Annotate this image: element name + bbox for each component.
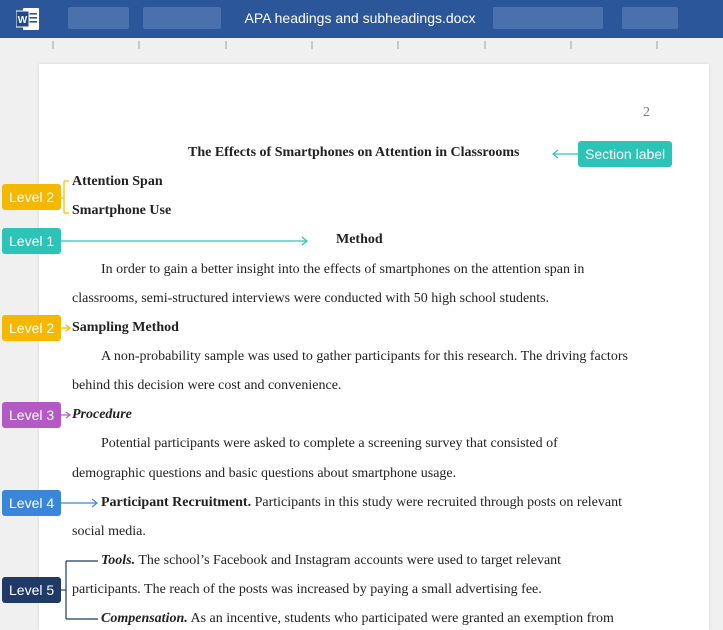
toolbar-placeholder-4[interactable] (622, 7, 678, 29)
ruler-tick (484, 41, 486, 49)
toolbar-placeholder-3[interactable] (493, 7, 603, 29)
ruler[interactable] (0, 38, 723, 52)
paragraph-line: A non-probability sample was used to gather participants for this research. The driving factors (101, 349, 628, 364)
paragraph-line (101, 495, 622, 511)
ruler-tick (138, 41, 140, 49)
level3-label: Level 3 (2, 402, 61, 428)
window-title: APA headings and subheadings.docx (244, 10, 476, 26)
level5-label: Level 5 (2, 577, 61, 603)
heading-smartphone-use: Smartphone Use (72, 203, 172, 218)
section-label-tag: Section label (578, 141, 672, 167)
paragraph-line: Potential participants were asked to complete a screening survey that consisted of (101, 436, 558, 451)
heading-method: Method (336, 232, 383, 247)
page-number: 2 (643, 105, 650, 120)
ruler-tick (225, 41, 227, 49)
ruler-tick (570, 41, 572, 49)
paragraph-text: The school’s Facebook and Instagram accounts were used to target relevant (135, 553, 562, 568)
heading-attention-span: Attention Span (72, 174, 163, 189)
level2-label: Level 2 (2, 184, 61, 210)
paragraph-line (101, 553, 561, 569)
paragraph-line: demographic questions and basic questions about smartphone usage. (72, 466, 457, 481)
heading-sampling-method: Sampling Method (72, 320, 179, 335)
paragraph-line: participants. The reach of the posts was increased by paying a small advertising fee. (72, 582, 542, 597)
word-icon[interactable] (16, 7, 40, 31)
paragraph-line: social media. (72, 524, 146, 539)
heading-tools: Tools. (101, 553, 136, 568)
paragraph-line: behind this decision were cost and convenience. (72, 378, 342, 393)
title-bar (0, 0, 723, 38)
paragraph-line (101, 611, 614, 627)
ruler-tick (656, 41, 658, 49)
ruler-tick (52, 41, 54, 49)
heading-procedure: Procedure (72, 407, 132, 422)
paragraph-text: Participants in this study were recruited through posts on relevant (251, 495, 622, 510)
ruler-tick (311, 41, 313, 49)
level1-label: Level 1 (2, 228, 61, 254)
paper-title: The Effects of Smartphones on Attention in Classrooms (188, 145, 520, 160)
paragraph-text: As an incentive, students who participated were granted an exemption from (187, 611, 614, 626)
level4-label: Level 4 (2, 490, 61, 516)
heading-compensation: Compensation. (101, 611, 188, 626)
svg-text:W: W (17, 15, 28, 26)
heading-participant-recruitment: Participant Recruitment. (101, 495, 252, 510)
level2-label: Level 2 (2, 315, 61, 341)
toolbar-placeholder-1[interactable] (68, 7, 129, 29)
paragraph-line: In order to gain a better insight into the effects of smartphones on the attention span in (101, 262, 585, 277)
paragraph-line: classrooms, semi-structured interviews were conducted with 50 high school students. (72, 291, 550, 306)
ruler-tick (397, 41, 399, 49)
